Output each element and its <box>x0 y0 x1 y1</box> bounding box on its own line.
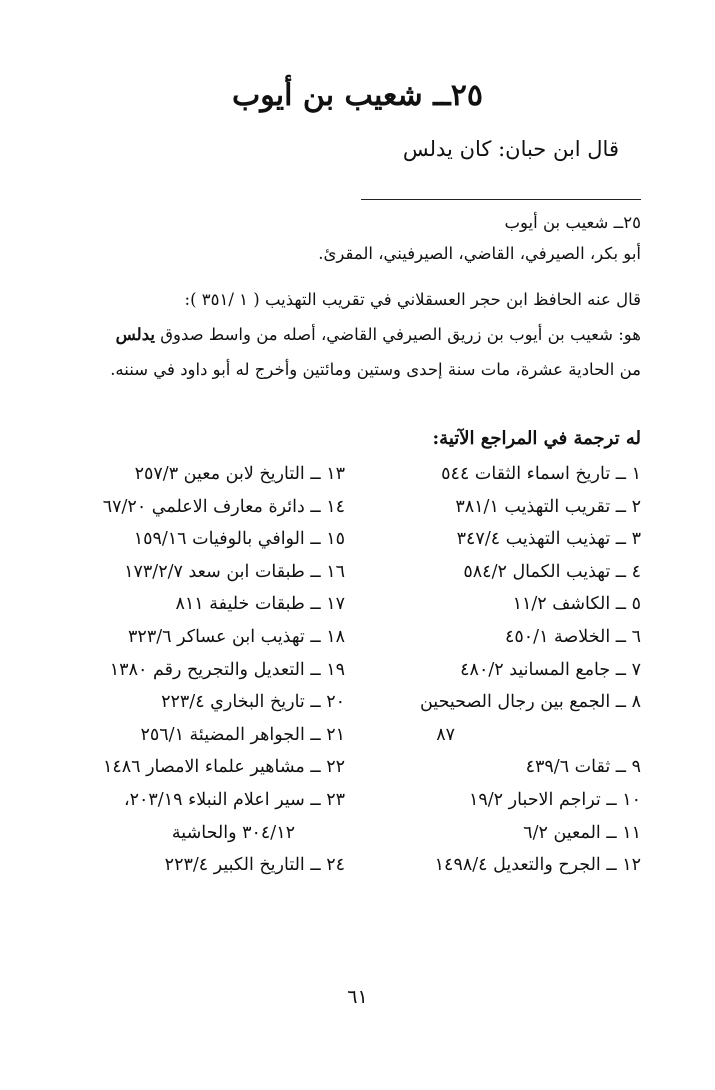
entry-title: ٢٥ــ شعيب بن أيوب <box>232 78 483 113</box>
reference-item: ٤ ــ تهذيب الكمال ٥٨٤/٢ <box>463 561 641 582</box>
reference-item-continuation: ٨٧ <box>436 724 455 745</box>
ibn-hibban-quote: قال ابن حبان: كان يدلس <box>402 137 619 161</box>
footnote-taqrib-intro: قال عنه الحافظ ابن حجر العسقلاني في تقريب التهذيب ( ١ /٣٥١ ): <box>184 290 641 309</box>
reference-item: ٢٠ ــ تاريخ البخاري ٢٢٣/٤ <box>161 692 345 713</box>
reference-item: ١٢ ــ الجرح والتعديل ١٤٩٨/٤ <box>434 855 641 876</box>
footnote-divider <box>361 199 641 200</box>
reference-item: ٩ ــ ثقات ٤٣٩/٦ <box>525 757 641 778</box>
reference-item: ١٨ ــ تهذيب ابن عساكر ٣٢٣/٦ <box>128 626 345 647</box>
reference-item: ٥ ــ الكاشف ١١/٢ <box>512 594 641 615</box>
page-number: ٦١ <box>347 986 368 1008</box>
reference-item: ١٩ ــ التعديل والتجريح رقم ١٣٨٠ <box>109 659 345 680</box>
footnote-kunya: أبو بكر، الصيرفي، القاضي، الصيرفيني، المقرئ. <box>318 244 641 263</box>
reference-item: ١٥ ــ الوافي بالوفيات ١٥٩/١٦ <box>133 529 345 550</box>
reference-item: ٢ ــ تقريب التهذيب ٣٨١/١ <box>455 496 641 517</box>
reference-item: ١٣ ــ التاريخ لابن معين ٢٥٧/٣ <box>134 464 345 484</box>
reference-item: ٣ ــ تهذيب التهذيب ٣٤٧/٤ <box>456 529 641 550</box>
reference-item: ٢٣ ــ سير اعلام النبلاء ٢٠٣/١٩، <box>123 789 345 810</box>
reference-item: ٦ ــ الخلاصة ٤٥٠/١ <box>504 626 641 647</box>
reference-item: ١٦ ــ طبقات ابن سعد ١٧٣/٢/٧ <box>124 561 345 582</box>
footnote-taqrib-text-main: هو: شعيب بن أيوب بن زريق الصيرفي القاضي، أصله من واسط صدوق <box>160 325 641 344</box>
footnote-yudallis-bold: يدلس <box>115 325 155 344</box>
reference-item-continuation: ٣٠٤/١٢ والحاشية <box>171 822 295 843</box>
footnote-death-note: من الحادية عشرة، مات سنة إحدى وستين ومائتين وأخرج له أبو داود في سننه. <box>110 360 641 379</box>
reference-item: ٢١ ــ الجواهر المضيئة ٢٥٦/١ <box>140 724 345 745</box>
reference-item: ٢٢ ــ مشاهير علماء الامصار ١٤٨٦ <box>102 757 345 778</box>
references-list-left <box>45 458 345 882</box>
reference-item: ٢٤ ــ التاريخ الكبير ٢٢٣/٤ <box>164 855 345 876</box>
references-list-right <box>341 458 641 882</box>
reference-item: ١١ ــ المعين ٦/٢ <box>523 822 641 843</box>
reference-item: ١٤ ــ دائرة معارف الاعلمي ٦٧/٢٠ <box>102 496 345 517</box>
reference-item: ١٧ ــ طبقات خليفة ٨١١ <box>175 594 345 615</box>
reference-item: ٨ ــ الجمع بين رجال الصحيحين <box>419 692 641 713</box>
references-heading: له ترجمة في المراجع الآتية: <box>432 428 641 449</box>
footnote-taqrib-text <box>116 321 641 349</box>
reference-item: ١٠ ــ تراجم الاحبار ١٩/٢ <box>468 789 641 810</box>
reference-item: ٧ ــ جامع المسانيد ٤٨٠/٢ <box>460 659 641 680</box>
reference-item: ١ ــ تاريخ اسماء الثقات ٥٤٤ <box>441 464 641 484</box>
footnote-entry-heading: ٢٥ــ شعيب بن أيوب <box>504 213 641 232</box>
